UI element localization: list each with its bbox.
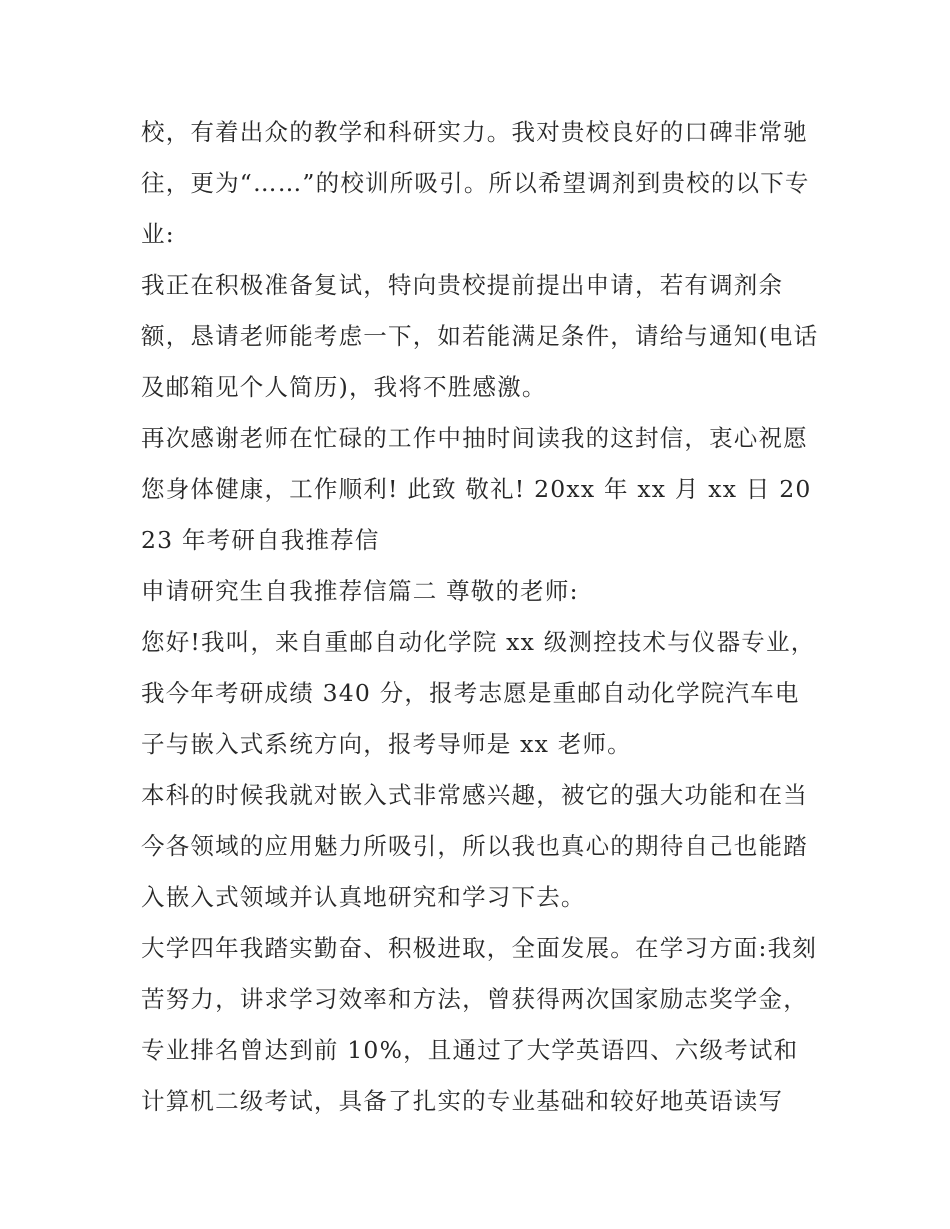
paragraph-2: 我正在积极准备复试，特向贵校提前提出申请，若有调剂余额，恳请老师能考虑一下，如若能满足条件，请给与通知(电话及邮箱见个人简历)，我将不胜感激。 — [141, 271, 819, 401]
document-body — [141, 107, 821, 1127]
paragraph-3: 再次感谢老师在忙碌的工作中抽时间读我的这封信，衷心祝愿您身体健康，工作顺利! 此致 敬礼! 20xx 年 xx 月 xx 日 2023 年考研自我推荐信 — [141, 424, 812, 554]
paragraph-1: 校，有着出众的教学和科研实力。我对贵校良好的口碑非常驰往，更为“……”的校训所吸引。所以希望调剂到贵校的以下专业: — [141, 118, 810, 248]
paragraph-7: 大学四年我踏实勤奋、积极进取，全面发展。在学习方面:我刻苦努力，讲求学习效率和方法，曾获得两次国家励志奖学金，专业排名曾达到前 10%，且通过了大学英语四、六级考试和计算机二级考试，具备了扎实的专业基础和较好地英语读写 — [141, 934, 818, 1115]
paragraph-6: 本科的时候我就对嵌入式非常感兴趣，被它的强大功能和在当今各领域的应用魅力所吸引，所以我也真心的期待自己也能踏入嵌入式领域并认真地研究和学习下去。 — [141, 781, 808, 911]
paragraph-5: 您好!我叫，来自重邮自动化学院 xx 级测控技术与仪器专业，我今年考研成绩 340 分，报考志愿是重邮自动化学院汽车电子与嵌入式系统方向，报考导师是 xx 老师。 — [141, 628, 816, 758]
paragraph-4: 申请研究生自我推荐信篇二 尊敬的老师: — [141, 577, 579, 605]
